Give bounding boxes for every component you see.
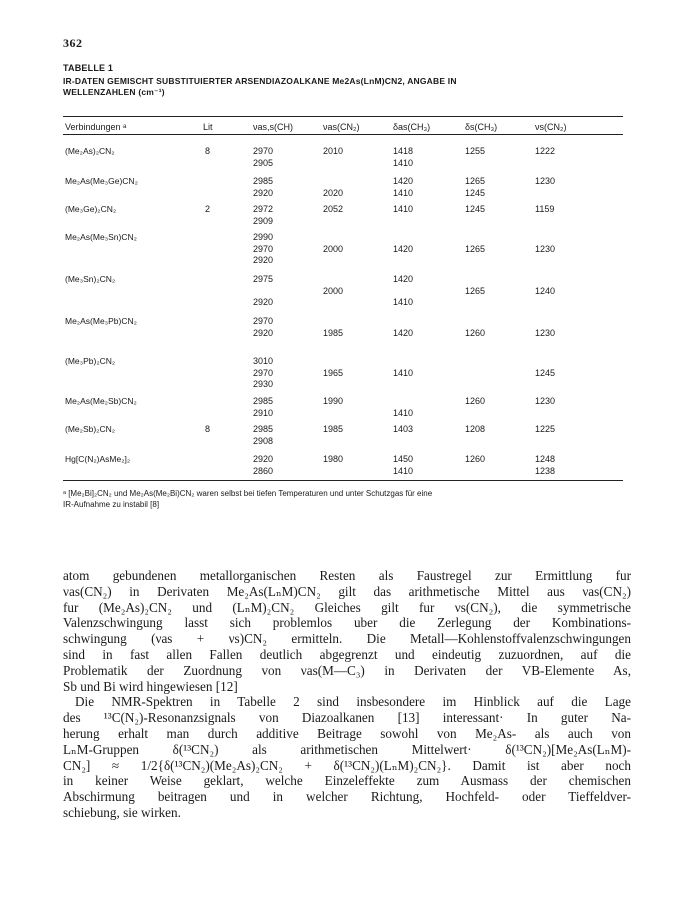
table-header-rule (63, 134, 623, 135)
cell-compound: (Me₂Sb)₂CN₂ (65, 424, 116, 434)
cell-v-as-cn2: 1990 (323, 396, 344, 406)
cell-compound: (Me₃Sn)₂CN₂ (65, 274, 116, 284)
cell-d-s-ch3: 1260 (465, 396, 486, 406)
body-line: Abschirmung beitragen und in welcher Richtung, Hochfeld- oder Tieffeldver- (63, 789, 631, 805)
cell-v-ch: 2985 (253, 424, 274, 434)
header-lit: Lit (203, 122, 213, 132)
cell-compound: Me₂As(Me₂Sb)CN₂ (65, 396, 137, 406)
header-d-as-ch3: δas(CH₃) (393, 122, 431, 132)
table-title-line-2: WELLENZAHLEN (cm⁻¹) (63, 87, 165, 97)
body-line: schwingung (νas + νs)CN₂ ermitteln. Die Metall—Kohlenstoffvalenzschwingungen (63, 631, 631, 647)
cell-v-ch: 2920 (253, 327, 274, 338)
body-line: CN₂] ≈ 1/2{δ(¹³CN₂)(Me₂As)₂CN₂ + δ(¹³CN₂)(LₙM)₂CN₂}. Damit ist aber noch (63, 757, 631, 773)
body-line: LₙM-Gruppen δ(¹³CN₂) als arithmetischen Mittelwert· δ(¹³CN₂)[Me₂As(LₙM)- (63, 741, 631, 757)
cell-compound: Hg[C(N₂)AsMe₂]₂ (65, 454, 131, 464)
cell-v-ch: 2990 (253, 232, 274, 242)
header-v-s-cn2: νs(CN₂) (535, 122, 567, 132)
cell-lit: 8 (205, 424, 211, 434)
cell-v-ch: 2972 (253, 204, 274, 214)
body-line: in keiner Weise geklart, welche Einzeleffekte zum Ausmass der chemischen (63, 773, 631, 789)
cell-v-s-cn2: 1230 (535, 396, 556, 406)
cell-d-s-ch3: 1260 (465, 454, 486, 464)
cell-v-ch: 2905 (253, 157, 274, 168)
cell-d-as-ch3: 1420 (393, 176, 414, 186)
cell-d-as-ch3: 1418 (393, 146, 414, 156)
body-line: sind in fast allen Fallen deutlich abgegrenzt und eindeutig zuzuordnen, auf die (63, 646, 631, 662)
cell-v-as-cn2: 1965 (323, 367, 344, 378)
body-line: Valenzschwingung lasst sich problemlos uber die Zerlegung der Kombinations- (63, 615, 631, 631)
cell-compound: (Me₃Ge)₂CN₂ (65, 204, 117, 214)
cell-v-ch: 2920 (253, 297, 274, 307)
cell-v-s-cn2: 1159 (535, 204, 555, 214)
cell-v-ch: 2930 (253, 379, 274, 389)
cell-v-as-cn2: 2000 (323, 243, 344, 254)
cell-d-as-ch3: 1420 (393, 327, 414, 338)
cell-v-ch: 2908 (253, 435, 274, 446)
table-top-rule (63, 116, 623, 117)
cell-compound: Me₂As(Me₃Ge)CN₂ (65, 176, 138, 186)
table-footnote (63, 488, 623, 510)
body-line: fur (Me₂As)₂CN₂ und (LₙM)₂CN₂ Gleiches gilt fur νs(CN₂), die symmetrische (63, 599, 631, 615)
cell-v-ch: 3010 (253, 356, 274, 366)
cell-v-ch: 2985 (253, 396, 274, 406)
cell-v-as-cn2: 1985 (323, 327, 344, 338)
body-line: Die NMR-Spektren in Tabelle 2 sind insbesondere im Hinblick auf die Lage (75, 694, 631, 710)
cell-lit: 2 (205, 204, 211, 214)
cell-d-s-ch3: 1265 (465, 176, 486, 186)
cell-v-s-cn2: 1230 (535, 176, 556, 186)
cell-d-s-ch3: 1208 (465, 424, 486, 434)
cell-d-as-ch3: 1450 (393, 454, 414, 464)
footnote-line-1: ᵃ [Me₂Bi]₂CN₂ und Me₂As(Me₂Bi)CN₂ waren selbst bei tiefen Temperaturen und unter Schutzgas für eine (63, 489, 433, 498)
cell-v-s-cn2: 1238 (535, 465, 556, 476)
cell-v-ch: 2975 (253, 274, 274, 284)
cell-d-as-ch3: 1420 (393, 243, 414, 254)
cell-v-s-cn2: 1248 (535, 454, 556, 464)
cell-v-ch: 2860 (253, 465, 274, 476)
cell-d-as-ch3: 1410 (393, 465, 414, 476)
cell-v-ch: 2920 (253, 255, 274, 265)
cell-v-s-cn2: 1245 (535, 367, 556, 378)
cell-compound: (Me₃Pb)₂CN₂ (65, 356, 116, 366)
cell-v-s-cn2: 1240 (535, 285, 556, 296)
paragraph-1 (63, 568, 631, 694)
cell-v-ch: 2985 (253, 176, 274, 186)
cell-v-as-cn2: 2010 (323, 146, 344, 156)
cell-d-as-ch3: 1410 (393, 367, 414, 378)
body-line: Problematik der Zuordnung von νas(M—C₃) in Derivaten der VB-Elemente As, (63, 662, 631, 678)
body-line: des ¹³C(N₂)-Resonanzsignals von Diazoalkanen [13] interessant· In guter Na- (63, 710, 631, 726)
body-line: νas(CN₂) in Derivaten Me₂As(LₙM)CN₂ gilt das arithmetische Mittel aus νas(CN₂) (63, 583, 631, 599)
footnote-line-2: IR-Aufnahme zu instabil [8] (63, 500, 160, 509)
paragraph-2 (63, 694, 631, 820)
table-label: TABELLE 1 (63, 63, 114, 73)
cell-d-as-ch3: 1410 (393, 157, 414, 168)
cell-d-s-ch3: 1265 (465, 243, 486, 254)
cell-d-as-ch3: 1403 (393, 424, 414, 434)
cell-compound: Me₂As(Me₃Sn)CN₂ (65, 232, 137, 242)
cell-d-as-ch3: 1410 (393, 204, 414, 214)
body-line: atom gebundenen metallorganischen Resten als Faustregel zur Ermittlung fur (63, 568, 631, 583)
header-v-ch: νas,s(CH) (253, 122, 293, 132)
table-bottom-rule (63, 480, 623, 481)
cell-compound: (Me₂As)₂CN₂ (65, 146, 115, 156)
cell-d-s-ch3: 1260 (465, 327, 486, 338)
body-line: Sb und Bi wird hingewiesen [12] (63, 678, 238, 694)
header-compounds: Verbindungen ᵃ (65, 122, 127, 132)
cell-v-ch: 2970 (253, 243, 274, 254)
cell-d-as-ch3: 1410 (393, 297, 414, 307)
cell-d-s-ch3: 1245 (465, 204, 486, 214)
cell-d-s-ch3: 1255 (465, 146, 486, 156)
table-caption (63, 63, 623, 98)
cell-v-ch: 2920 (253, 187, 274, 198)
cell-d-as-ch3: 1410 (393, 187, 414, 198)
cell-lit: 8 (205, 146, 211, 156)
cell-v-s-cn2: 1222 (535, 146, 556, 156)
cell-v-ch: 2909 (253, 215, 274, 226)
cell-v-ch: 2970 (253, 367, 274, 378)
cell-v-as-cn2: 1980 (323, 454, 344, 464)
table-title-line-1: IR-DATEN GEMISCHT SUBSTITUIERTER ARSENDIAZOALKANE Me2As(LnM)CN2, ANGABE IN (63, 76, 457, 86)
cell-d-s-ch3: 1245 (465, 187, 486, 198)
body-text (63, 568, 631, 821)
cell-v-as-cn2: 1985 (323, 424, 344, 434)
body-line: schiebung, sie wirken. (63, 804, 181, 820)
header-v-as-cn2: νas(CN₂) (323, 122, 360, 132)
cell-v-as-cn2: 2020 (323, 187, 344, 198)
cell-v-ch: 2970 (253, 146, 274, 156)
cell-d-as-ch3: 1420 (393, 274, 414, 284)
cell-v-ch: 2970 (253, 316, 274, 326)
cell-v-ch: 2910 (253, 407, 274, 418)
cell-d-as-ch3: 1410 (393, 407, 414, 418)
cell-v-s-cn2: 1230 (535, 243, 556, 254)
body-line: herung erhalt man durch additive Beitrage sowohl von Me₂As- als auch von (63, 725, 631, 741)
cell-v-s-cn2: 1230 (535, 327, 556, 338)
cell-v-as-cn2: 2000 (323, 285, 344, 296)
header-d-s-ch3: δs(CH₃) (465, 122, 498, 132)
page-number: 362 (63, 36, 83, 50)
cell-d-s-ch3: 1265 (465, 285, 486, 296)
cell-compound: Me₂As(Me₃Pb)CN₂ (65, 316, 137, 326)
cell-v-ch: 2920 (253, 454, 274, 464)
cell-v-s-cn2: 1225 (535, 424, 556, 434)
cell-v-as-cn2: 2052 (323, 204, 344, 214)
